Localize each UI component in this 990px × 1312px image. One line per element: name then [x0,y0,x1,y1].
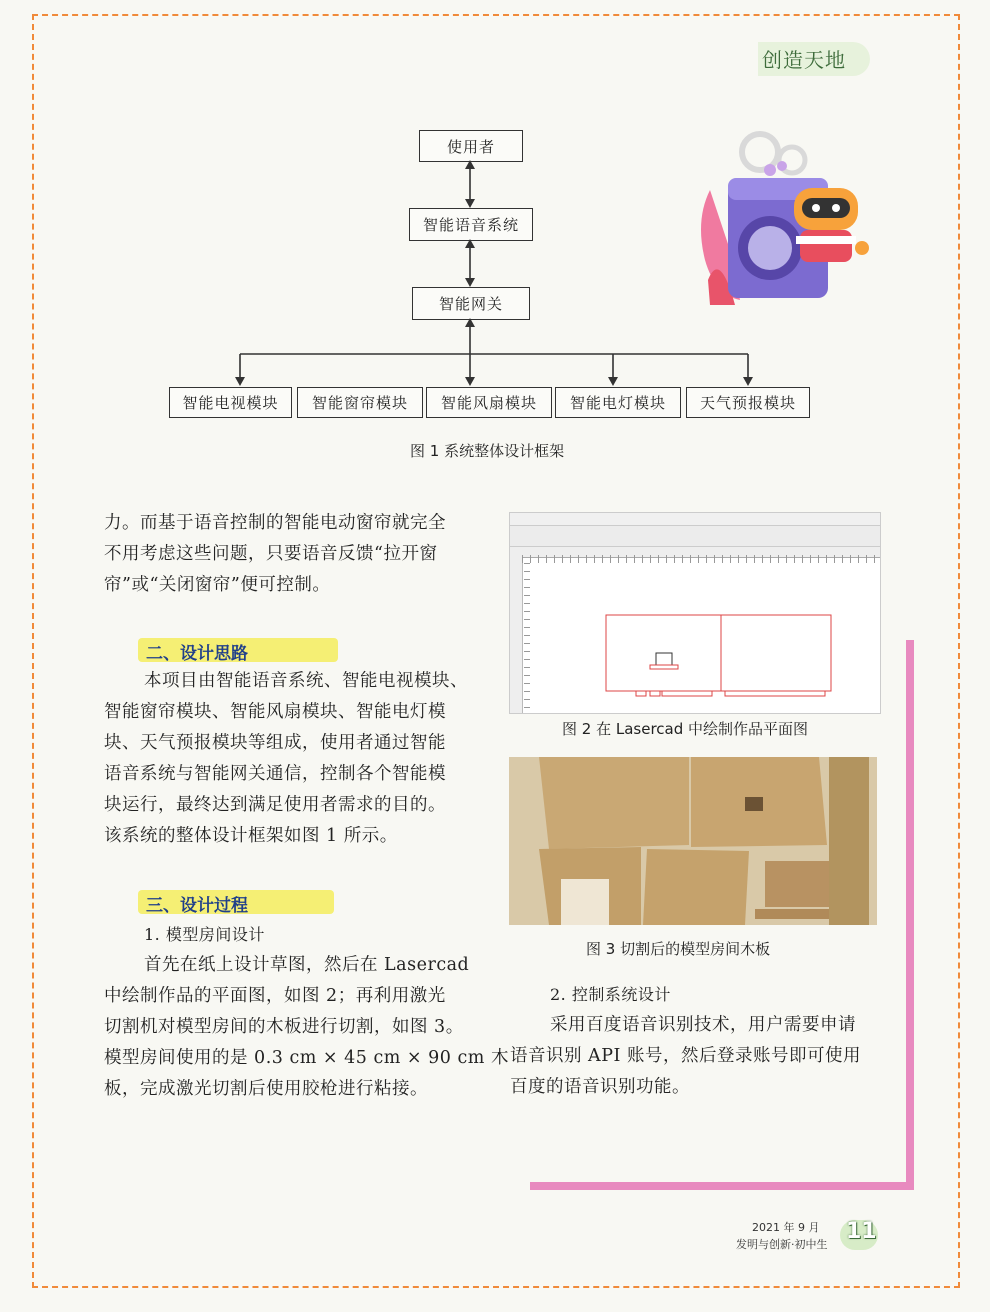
pink-border-vertical [906,640,914,1188]
figure1-caption: 图 1 系统整体设计框架 [410,442,565,460]
text-line: 本项目由智能语音系统、智能电视模块、 [144,671,468,691]
intro-paragraph [104,508,446,601]
toolbar [510,526,880,547]
text-line: 模型房间使用的是 0.3 cm × 45 cm × 90 cm 木 [104,1048,509,1068]
page-number: 11 [846,1219,877,1244]
pink-border-horizontal [530,1182,914,1190]
floor-plan-drawing [600,603,840,703]
footer-date: 2021 年 9 月 [752,1221,820,1234]
text-line: 块运行，最终达到满足使用者需求的目的。 [104,795,446,815]
module-box-light: 智能电灯模块 [555,387,681,418]
text-line: 采用百度语音识别技术，用户需要申请 [550,1015,856,1035]
section3-heading: 三、设计过程 [146,896,248,916]
text-line: 切割机对模型房间的木板进行切割，如图 3。 [104,1017,464,1037]
text-line: 百度的语音识别功能。 [510,1077,690,1097]
user-box: 使用者 [419,130,523,162]
section-tag-text: 创造天地 [762,48,846,72]
text-line: 语音系统与智能网关通信，控制各个智能模 [104,764,446,784]
subsection1-heading: 1. 模型房间设计 [144,925,265,944]
robot-washing-machine-illustration [690,130,880,310]
section-tag [758,42,870,76]
module-box-curtain: 智能窗帘模块 [297,387,423,418]
text-line: 块、天气预报模块等组成，使用者通过智能 [104,733,446,753]
tool-palette [510,555,523,713]
text-line: 语音识别 API 账号，然后登录账号即可使用 [510,1046,861,1066]
subsection2-heading: 2. 控制系统设计 [550,985,671,1004]
voice-system-box: 智能语音系统 [409,208,533,241]
ruler-horizontal [522,555,880,563]
menu-bar [510,513,880,526]
figure3-photo [509,757,877,925]
footer-magazine: 发明与创新·初中生 [736,1238,828,1251]
arrow-voice-gateway [460,239,480,287]
text-line: 中绘制作品的平面图，如图 2；再利用激光 [104,986,446,1006]
section3-paragraph [104,919,509,1105]
section2-paragraph [104,666,468,852]
section2-heading: 二、设计思路 [146,644,248,664]
figure2-caption: 图 2 在 Lasercad 中绘制作品平面图 [562,720,809,738]
text-line: 首先在纸上设计草图，然后在 Lasercad [144,955,470,975]
text-line: 不用考虑这些问题，只要语音反馈“拉开窗 [104,544,438,564]
figure3-caption: 图 3 切割后的模型房间木板 [586,940,771,958]
text-line: 板，完成激光切割后使用胶枪进行粘接。 [104,1079,428,1099]
text-line: 该系统的整体设计框架如图 1 所示。 [104,826,398,846]
text-line: 帘”或“关闭窗帘”便可控制。 [104,575,331,595]
module-box-weather: 天气预报模块 [686,387,810,418]
figure2-lasercad-screenshot [509,512,881,714]
gateway-branch-lines [230,318,760,388]
gateway-box: 智能网关 [412,287,530,320]
module-box-tv: 智能电视模块 [169,387,292,418]
text-line: 智能窗帘模块、智能风扇模块、智能电灯模 [104,702,446,722]
subsection2-paragraph [510,979,861,1103]
text-line: 力。而基于语音控制的智能电动窗帘就完全 [104,513,446,533]
module-box-fan: 智能风扇模块 [426,387,552,418]
arrow-user-voice [460,160,480,208]
ruler-vertical [524,563,530,713]
